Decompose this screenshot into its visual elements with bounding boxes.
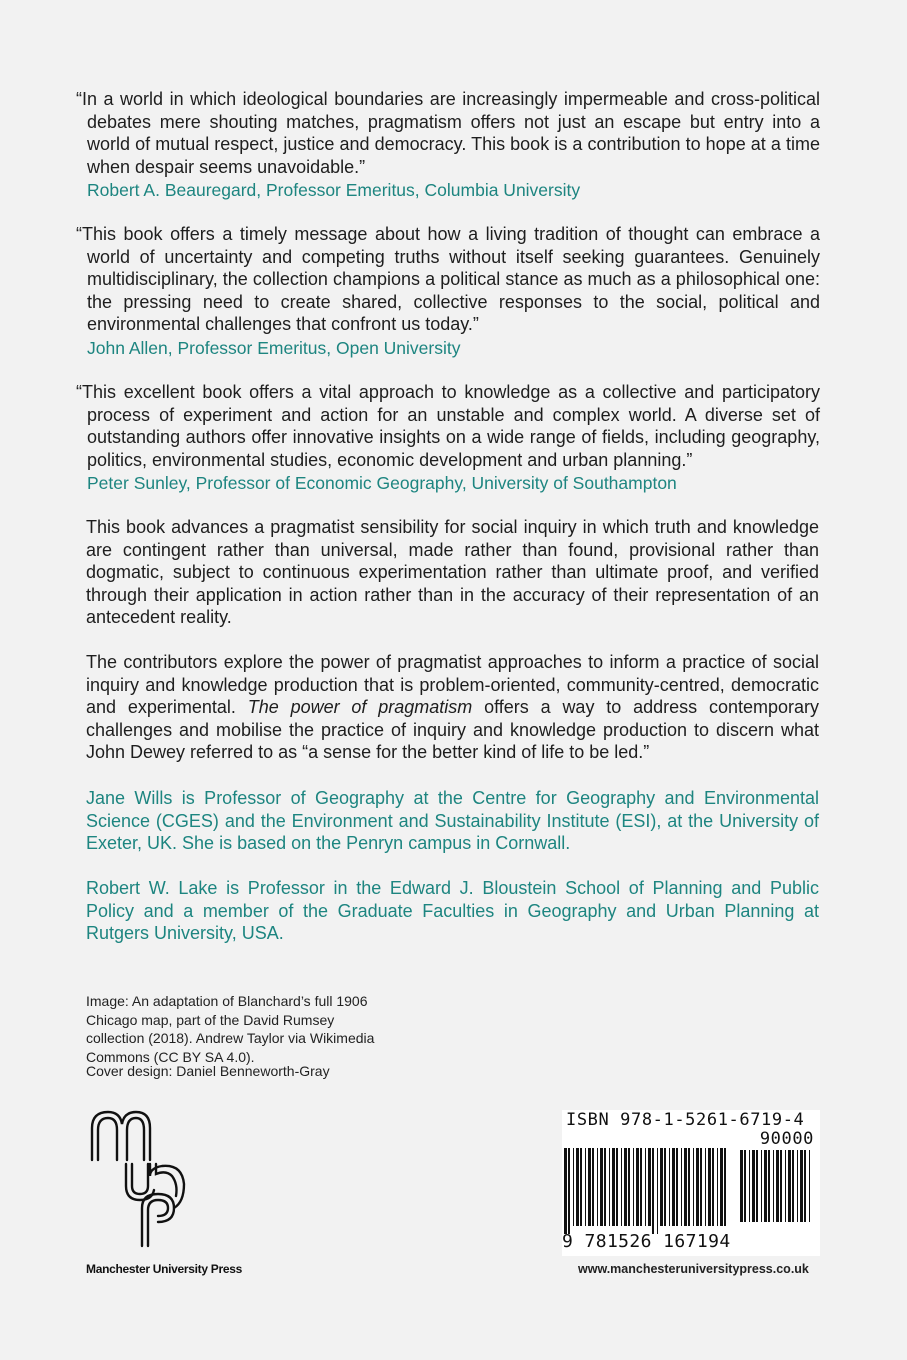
review-3-attribution: Peter Sunley, Professor of Economic Geography, University of Southampton [87, 473, 677, 493]
barcode-bar [681, 1148, 682, 1226]
barcode-bar [740, 1150, 743, 1222]
barcode-bar [788, 1150, 791, 1222]
barcode-bar [621, 1148, 622, 1226]
barcode-bar [633, 1148, 634, 1226]
review-quote-2 [76, 223, 820, 359]
publisher-website: www.manchesteruniversitypress.co.uk [578, 1262, 809, 1276]
barcode-bar [773, 1150, 774, 1222]
description-paragraph-1: This book advances a pragmatist sensibility for social inquiry in which truth and knowledge are contingent rather than universal, made rather than found, provisional rather than dogmatic, subject to continuous experimentation rather than ultimate proof, and verified through their application in action rather than in the accuracy of their representation of an antecedent reality. [86, 517, 819, 627]
barcode-bar [724, 1148, 726, 1226]
barcode-bar [636, 1148, 639, 1226]
barcode-bar [744, 1150, 746, 1222]
ean-digits: 9 781526 167194 [562, 1231, 731, 1252]
barcode-bar [585, 1148, 586, 1226]
barcode-bar [624, 1148, 627, 1226]
review-2-attribution: John Allen, Professor Emeritus, Open University [87, 337, 461, 358]
review-2-text: “This book offers a timely message about how a living tradition of thought can embrace a world of uncertainty and competing truths without itself seeking guarantees. Genuinely multidisciplinary, the collection champions a political stance as much as a philosophical one: the pressing need to create shared, collective responses to the social, political and environmental challenges that confront us today.” [76, 224, 820, 334]
barcode-bar [588, 1148, 591, 1226]
barcode-bar [776, 1150, 779, 1222]
review-3-text: “This excellent book offers a vital approach to knowledge as a collective and participatory process of experiment and action for an unstable and complex world. A diverse set of outstanding authors offer innovative insights on a wide range of fields, including geography, politics, environmental studies, economic development and urban planning.” [76, 382, 820, 470]
barcode-bar [761, 1150, 762, 1222]
review-quote-3 [76, 381, 820, 494]
barcode-bar [609, 1148, 610, 1226]
barcode-bar [696, 1148, 699, 1226]
barcode-bar [628, 1148, 630, 1226]
barcode-bar [612, 1148, 615, 1226]
barcode-bar [693, 1148, 694, 1226]
barcode-bar [648, 1148, 651, 1226]
barcode-bar [580, 1148, 582, 1226]
review-1-text: “In a world in which ideological boundaries are increasingly impermeable and cross-political debates mere shouting matches, pragmatism offers not just an escape but entry into a world of mutual respect, justice and democracy. This book is a contribution to hope at a time when despair seems unavoidable.” [76, 89, 820, 177]
price-code: 90000 [759, 1129, 814, 1149]
publisher-logo [86, 1104, 246, 1276]
barcode-bar [797, 1150, 798, 1222]
barcode-bar [660, 1148, 663, 1226]
barcode-bar [800, 1150, 803, 1222]
author-bio-lake: Robert W. Lake is Professor in the Edward J. Bloustein School of Planning and Public Policy and a member of the Graduate Faculties in Geography and Urban Planning at Rutgers University, USA. [86, 878, 819, 943]
barcode-bar [604, 1148, 606, 1226]
isbn-label: ISBN 978-1-5261-6719-4 [566, 1110, 805, 1130]
barcode-bar [720, 1148, 723, 1226]
description-2-lead: The contributors explore the power of pragmatist approaches to inform a practice of social inquiry and knowledge production that is problem-oriented, community-centred, democratic and experimental. [86, 652, 819, 717]
book-title-italic: The power of pragmatism [247, 697, 473, 717]
barcode-bar [669, 1148, 670, 1226]
review-1-attribution: Robert A. Beauregard, Professor Emeritus, Columbia University [87, 180, 581, 200]
barcode-bar [752, 1150, 755, 1222]
barcode-bar [568, 1148, 570, 1234]
barcode-bar [785, 1150, 786, 1222]
barcode-bar [708, 1148, 711, 1226]
cover-design-credit: Cover design: Daniel Benneworth-Gray [86, 1063, 330, 1079]
barcode-bar [652, 1148, 654, 1234]
barcode-bar [616, 1148, 618, 1226]
barcode-bar [768, 1150, 770, 1222]
barcode-bar [672, 1148, 675, 1226]
barcode-bar [576, 1148, 579, 1226]
barcode-bar [597, 1148, 598, 1226]
isbn-barcode [562, 1110, 820, 1256]
barcode-bar [645, 1148, 646, 1226]
barcode-bar [592, 1148, 594, 1226]
barcode-bar [564, 1148, 567, 1234]
barcode-bar [664, 1148, 666, 1226]
barcode-bar [705, 1148, 706, 1226]
addon-bars [738, 1150, 814, 1230]
image-credit: Image: An adaptation of Blanchard’s full 1906 Chicago map, part of the David Rumsey collection (2018). Andrew Taylor via Wikimedia Commons (CC BY SA 4.0). [86, 993, 375, 1065]
barcode-bar [600, 1148, 603, 1226]
barcode-bar [804, 1150, 806, 1222]
barcode-bar [573, 1148, 574, 1226]
author-bio-wills: Jane Wills is Professor of Geography at the Centre for Geography and Environmental Science (CGES) and the Environment and Sustainability Institute (ESI), at the University of Exeter, UK. She is based on the Penryn campus in Cornwall. [86, 788, 819, 853]
barcode-bar [749, 1150, 750, 1222]
barcode-bar [684, 1148, 687, 1226]
barcode-bar [700, 1148, 702, 1226]
barcode-bar [792, 1150, 794, 1222]
barcode-bar [780, 1150, 782, 1222]
barcode-bar [717, 1148, 718, 1226]
mup-monogram-icon [86, 1104, 190, 1254]
barcode-bar [712, 1148, 714, 1226]
description-2-tail: offers a way to address contemporary challenges and mobilise the practice of inquiry and knowledge production to discern what John Dewey referred to as “a sense for the better kind of life to be led.” [86, 697, 819, 762]
review-quote-1 [76, 88, 820, 201]
barcode-bar [657, 1148, 658, 1234]
ean-bars [562, 1148, 730, 1234]
barcode-bar [764, 1150, 767, 1222]
barcode-bar [676, 1148, 678, 1226]
barcode-bar [809, 1150, 810, 1222]
publisher-name: Manchester University Press [86, 1262, 242, 1276]
barcode-bar [688, 1148, 690, 1226]
barcode-bar [640, 1148, 642, 1226]
barcode-bar [756, 1150, 758, 1222]
description-paragraph-2 [86, 651, 819, 764]
